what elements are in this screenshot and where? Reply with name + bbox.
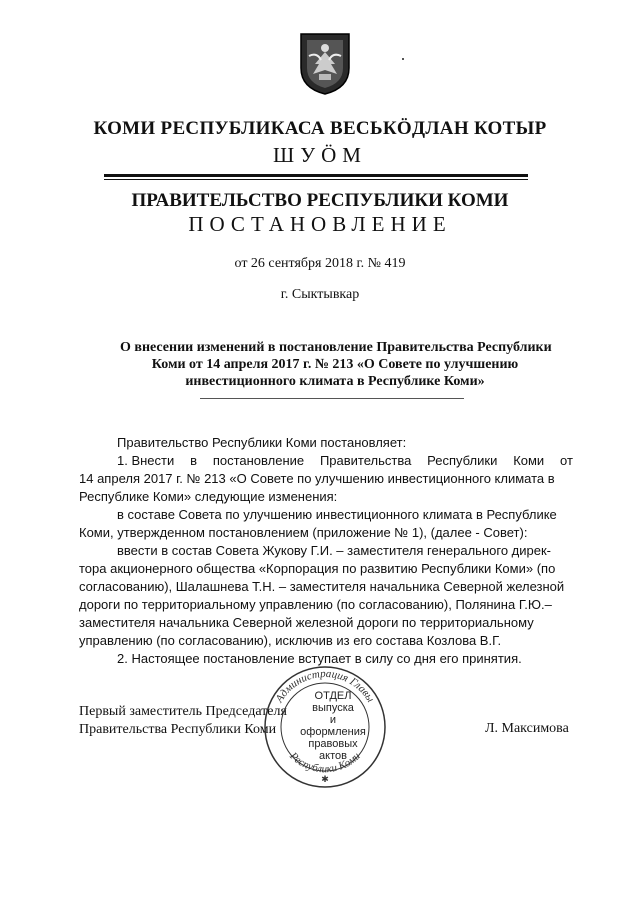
word: Правительства — [319, 453, 412, 468]
word: постановление — [212, 453, 305, 468]
members-line: управлению (по согласованию), исключив из его состава Козлова В.Г. — [79, 633, 502, 648]
item1-line — [117, 452, 573, 469]
signer-position-line: Правительства Республики Коми — [79, 722, 277, 737]
item1-line: 14 апреля 2017 г. № 213 «О Совете по улучшению инвестиционного климата в — [79, 471, 555, 486]
members-line: дороги по территориальному управлению (по согласованию), Полянина Г.Ю.– — [79, 597, 552, 612]
document-title — [120, 339, 550, 390]
stamp-ring-bottom: Республики Коми — [287, 750, 363, 776]
stamp-ring-top: Администрация Главы — [273, 667, 377, 705]
item2-line: 2. Настоящее постановление вступает в силу со дня его принятия. — [117, 651, 522, 666]
stamp-line: ОТДЕЛ — [314, 690, 352, 702]
document-date-number: от 26 сентября 2018 г. № 419 — [234, 256, 406, 271]
word: Республики — [427, 453, 498, 468]
members-line: заместителя начальника Северной железной дороги по территориальному — [79, 615, 534, 630]
council-line: Коми, утвержденном постановлением (приложение № 1), (далее - Совет): — [79, 525, 528, 540]
document-city: г. Сыктывкар — [280, 287, 360, 302]
russian-document-type: ПОСТАНОВЛЕНИЕ — [188, 212, 452, 236]
signer-position-line: Первый заместитель Председателя — [79, 704, 287, 719]
scan-speck — [402, 58, 404, 60]
stamp-line: правовых — [308, 738, 358, 750]
komi-document-type: ШУӦМ — [273, 143, 367, 167]
coat-of-arms-emblem — [297, 30, 353, 96]
word: Коми — [513, 453, 545, 468]
word: в — [190, 453, 197, 468]
komi-government-title: КОМИ РЕСПУБЛИКАСА ВЕСЬКӦДЛАН КОТЫР — [93, 118, 547, 139]
stamp-line: актов — [319, 750, 347, 762]
members-line: согласованию), Шалашнева Т.Н. – заместителя начальника Северной железной — [79, 579, 565, 594]
word: от — [560, 453, 573, 468]
body-intro: Правительство Республики Коми постановляет: — [117, 435, 407, 450]
russian-government-title: ПРАВИТЕЛЬСТВО РЕСПУБЛИКИ КОМИ — [131, 190, 509, 211]
title-line: О внесении изменений в постановление Правительства Республики — [120, 340, 552, 355]
header-rule-thin — [104, 179, 528, 180]
item1-line: Республике Коми» следующие изменения: — [79, 489, 338, 504]
word: 1. Внести — [117, 453, 175, 468]
title-underline — [200, 398, 464, 399]
stamp-star-icon: ✱ — [321, 774, 329, 784]
title-line: Коми от 14 апреля 2017 г. № 213 «О Совете по улучшению — [151, 357, 519, 372]
signer-name: Л. Максимова — [485, 721, 569, 736]
stamp-line: и оформления — [300, 714, 366, 738]
stamp-inner-text — [298, 690, 368, 762]
header-rule-thick — [104, 174, 528, 177]
title-line: инвестиционного климата в Республике Коми» — [185, 374, 485, 389]
signer-position — [79, 703, 287, 739]
members-line: тора акционерного общества «Корпорация по развитию Республики Коми» (по — [79, 561, 556, 576]
members-line: ввести в состав Совета Жукову Г.И. – заместителя генерального дирек- — [117, 543, 551, 558]
stamp-line: выпуска — [312, 702, 354, 714]
council-line: в составе Совета по улучшению инвестиционного климата в Республике — [117, 507, 557, 522]
